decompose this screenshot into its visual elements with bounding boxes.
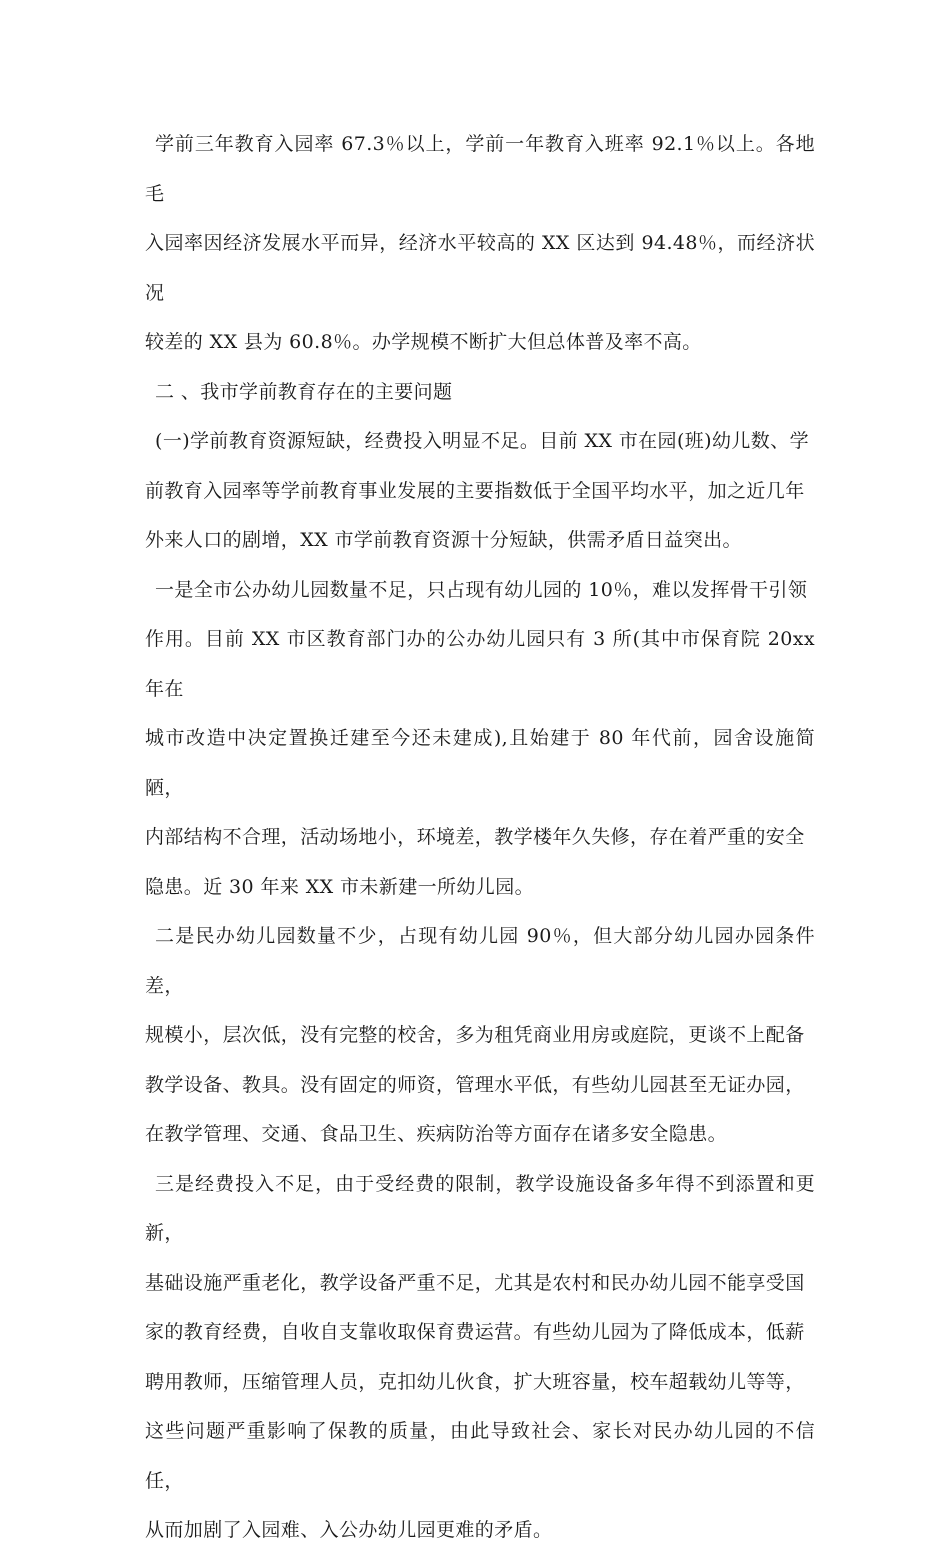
paragraph-line: 外来人口的剧增，XX 市学前教育资源十分短缺，供需矛盾日益突出。: [145, 529, 742, 551]
paragraph-enrollment-rates: [145, 120, 815, 368]
document-body: [145, 120, 822, 1556]
paragraph-resource-shortage: [145, 417, 815, 566]
paragraph-line: 作用。目前 XX 市区教育部门办的公办幼儿园只有 3 所(其中市保育院 20xx 年在: [145, 628, 822, 700]
paragraph-private-kindergartens: [145, 912, 815, 1160]
paragraph-public-kindergartens: [145, 566, 822, 913]
paragraph-line: 规模小，层次低，没有完整的校舍，多为租凭商业用房或庭院，更谈不上配备: [145, 1024, 805, 1046]
paragraph-line: 入园率因经济发展水平而异，经济水平较高的 XX 区达到 94.48％，而经济状况: [145, 232, 815, 304]
paragraph-line: 城市改造中决定置换迁建至今还未建成),且始建于 80 年代前，园舍设施简陋，: [145, 727, 815, 799]
paragraph-line: (一)学前教育资源短缺，经费投入明显不足。目前 XX 市在园(班)幼儿数、学: [155, 430, 809, 452]
section-heading-main-problems: [145, 368, 815, 418]
paragraph-line: 在教学管理、交通、食品卫生、疾病防治等方面存在诸多安全隐患。: [145, 1123, 728, 1145]
paragraph-line: 从而加剧了入园难、入公办幼儿园更难的矛盾。: [145, 1519, 553, 1541]
paragraph-line: 二是民办幼儿园数量不少，占现有幼儿园 90％，但大部分幼儿园办园条件差，: [145, 925, 815, 997]
paragraph-line: 较差的 XX 县为 60.8％。办学规模不断扩大但总体普及率不高。: [145, 331, 702, 353]
paragraph-line: 基础设施严重老化，教学设备严重不足，尤其是农村和民办幼儿园不能享受国: [145, 1271, 805, 1294]
paragraph-line: 聘用教师，压缩管理人员，克扣幼儿伙食，扩大班容量，校车超载幼儿等等，: [145, 1370, 805, 1393]
paragraph-insufficient-funding: [145, 1160, 815, 1556]
paragraph-line: 这些问题严重影响了保教的质量，由此导致社会、家长对民办幼儿园的不信任，: [145, 1420, 815, 1492]
paragraph-line: 学前三年教育入园率 67.3％以上，学前一年教育入班率 92.1％以上。各地毛: [145, 133, 815, 205]
paragraph-line: 前教育入园率等学前教育事业发展的主要指数低于全国平均水平，加之近几年: [145, 479, 805, 502]
paragraph-line: 家的教育经费，自收自支靠收取保育费运营。有些幼儿园为了降低成本，低薪: [145, 1321, 805, 1343]
paragraph-line: 内部结构不合理，活动场地小，环境差，教学楼年久失修，存在着严重的安全: [145, 826, 805, 848]
paragraph-line: 隐患。近 30 年来 XX 市未新建一所幼儿园。: [145, 875, 534, 898]
section-heading-text: 二 、我市学前教育存在的主要问题: [155, 380, 453, 403]
paragraph-line: 一是全市公办幼儿园数量不足，只占现有幼儿园的 10％，难以发挥骨干引领: [155, 578, 808, 601]
paragraph-line: 教学设备、教具。没有固定的师资，管理水平低，有些幼儿园甚至无证办园，: [145, 1073, 805, 1096]
paragraph-line: 三是经费投入不足，由于受经费的限制，教学设施设备多年得不到添置和更新，: [145, 1172, 815, 1244]
